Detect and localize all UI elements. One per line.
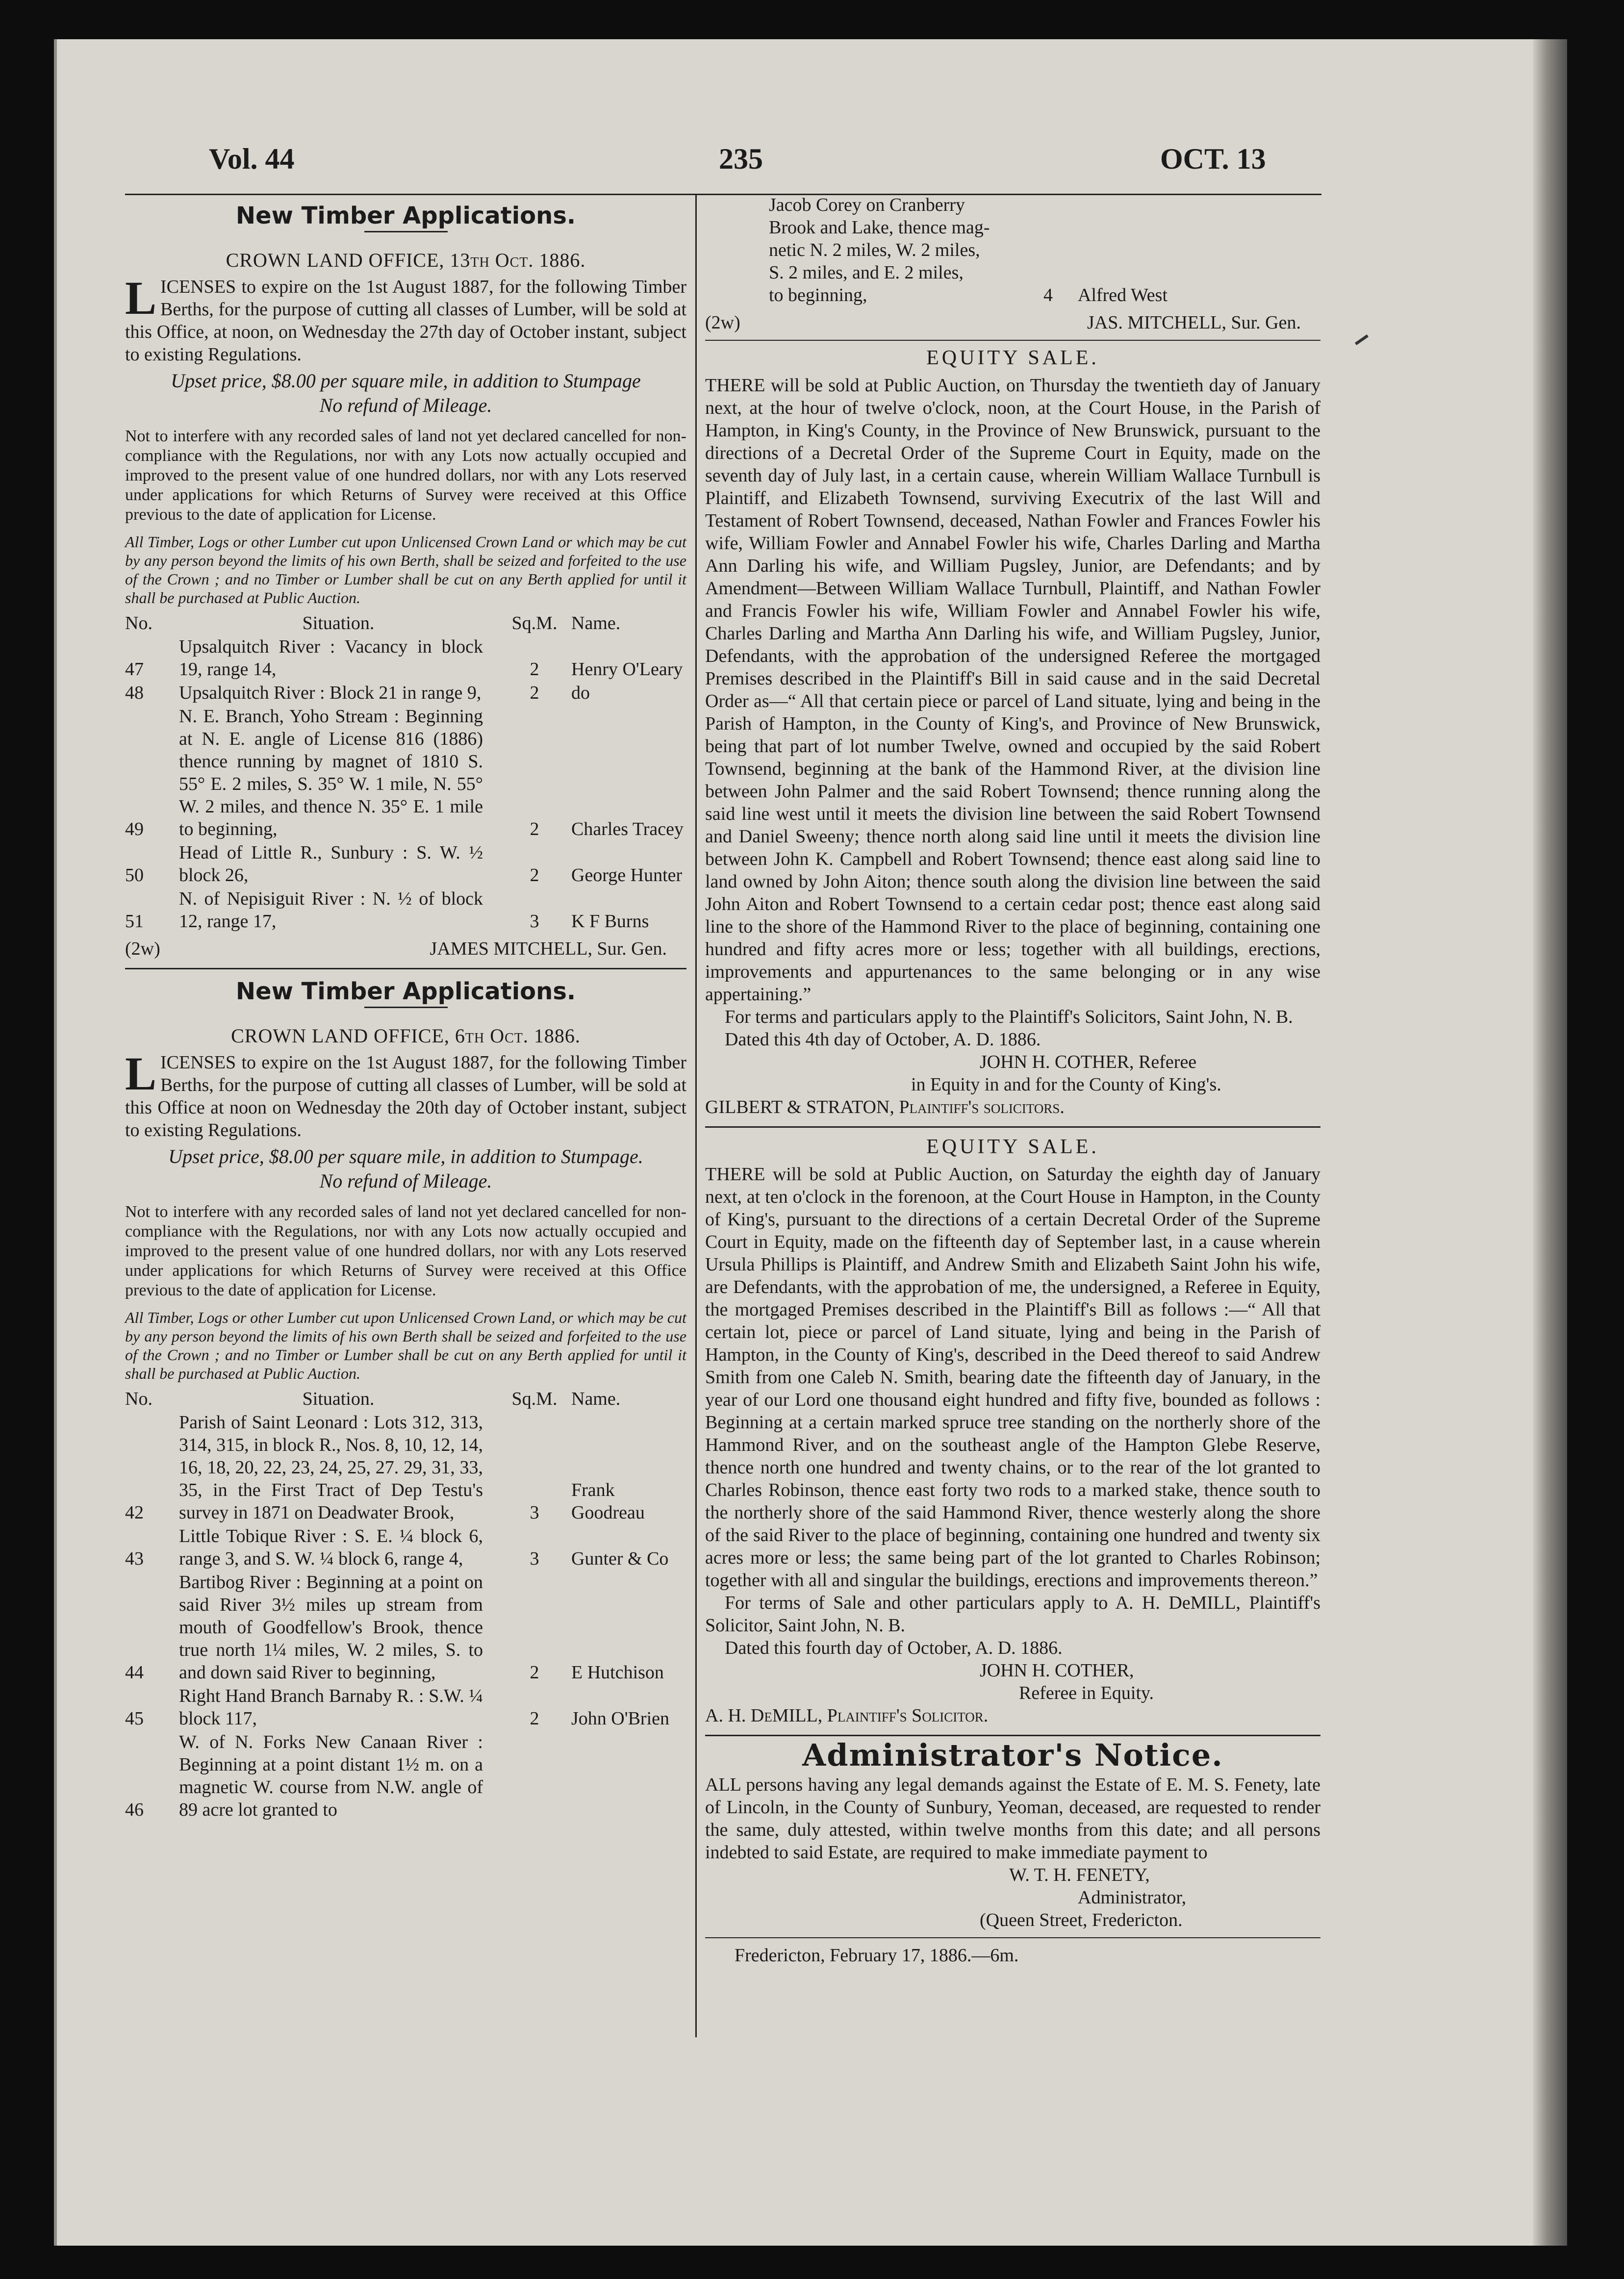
referee-title: Referee in Equity. xyxy=(1019,1683,1154,1703)
header-no: No. xyxy=(125,1389,152,1409)
row-no: 50 xyxy=(125,865,144,886)
header-name: Name. xyxy=(571,613,621,633)
row-sq: 2 xyxy=(530,659,539,680)
row-situation: Parish of Saint Leonard : Lots 312, 313, 314, 315, in block R., Nos. 8, 10, 12, 14, 16, 18, 20, 22, 23, 24, 25, 27. 29, 31, 33, 35, in the First Tract of Dep Testu's survey in 1871 on Deadwater Brook, xyxy=(179,1412,483,1523)
notice-warning: All Timber, Logs or other Lumber cut upon Unlicensed Crown Land, or which may be cut by any person beyond the limits of his own Berth shall be seized and forfeited to the use of the Crown ; and no Timber or Lumber shall be cut on any Berth applied for until it shall be purchased at Public Auction. xyxy=(125,1309,686,1382)
notice-title: Administrator's Notice. xyxy=(802,1737,1223,1773)
row-name: K F Burns xyxy=(571,911,649,932)
administrator-name: W. T. H. FENETY, xyxy=(1009,1865,1150,1885)
notice-body: THERE will be sold at Public Auction, on Thursday the twentieth day of January next, at the hour of twelve o'clock, noon, at the Court House, in the Parish of Hampton, in King's County, in the Province of New Brunswick, pursuant to the directions of a Decretal Order of the Supreme Court in Equity, made on the seventh day of July last, in a certain cause, wherein William Wallace Turnbull is Plaintiff, and Elizabeth Townsend, surviving Executrix of the last Will and Testament of Robert Townsend, deceased, Nathan Fowler and Frances Fowler his wife, William Fowler and Annabel Fowler his wife, Charles Darling and Martha Ann Darling his wife, and William Pugsley, Junior, are Defendants; and by Amendment—Between William Wallace Turnbull, Plaintiff, and Nathan Fowler and Francis Fowler his wife, William Fowler and Annabel Fowler his wife, Charles Darling and Martha Ann Darling his wife, and William Pugsley, Junior, Defendants, with the approbation of the undersigned Referee the mortgaged Premises described in the Plaintiff's Bill in said cause and in the said Decretal Order as—“ All that certain piece or parcel of Land situate, lying and being in the Parish of Hampton, in the County of King's, and Province of New Brunswick, being that part of lot number Twelve, owned and occupied by the said Robert Townsend, beginning at the bank of the Hammond River, at the division line between John Palmer and the said Robert Townsend; thence running along the said line west until it meets the division line between the said Robert Townsend and Daniel Sweeny; thence north along said line until it meets the division line between John K. Campbell and Robert Townsend; thence east along said line to land owned by John Aiton; thence south along the division line between the said John Aiton and Robert Townsend to a certain cedar post; thence east along said line to the shore of the Hammond River to the place of beginning, containing one hundred and fifty acres more or less; together with all buildings, erections, improvements and appurtenances to the same belonging or in any wise appertaining.” xyxy=(705,375,1320,1005)
notice-lead xyxy=(125,1047,686,1141)
row-no: 51 xyxy=(125,911,144,932)
row-name: Charles Tracey xyxy=(571,819,684,839)
lead-text: ICENSES to expire on the 1st August 1887, for the following Timber Berths, for the purpose of cutting all classes of Lumber, will be sold at this Office at noon on Wednesday the 20th day of October instant, subject to existing Regulations. xyxy=(125,1052,686,1140)
equity-sale-2 xyxy=(705,1136,1320,1727)
section-rule xyxy=(705,340,1320,341)
row-situation: Right Hand Branch Barnaby R. : S.W. ¼ block 117, xyxy=(179,1686,483,1729)
row-sq: 2 xyxy=(530,1708,539,1729)
upset-price-text: Upset price, $8.00 per square mile, in addition to Stumpage xyxy=(171,370,641,392)
table-row xyxy=(125,635,686,681)
administrator-role: Administrator, xyxy=(1078,1887,1187,1908)
row-situation: Little Tobique River : S. E. ¼ block 6, range 3, and S. W. ¼ block 6, range 4, xyxy=(179,1526,483,1569)
page-number: 235 xyxy=(719,143,763,175)
office-dateline: CROWN LAND OFFICE, 13th Oct. 1886. xyxy=(226,249,586,271)
signature-line xyxy=(125,937,686,960)
volume-label: Vol. 44 xyxy=(209,143,295,175)
table-row xyxy=(125,1685,686,1730)
notice-lead xyxy=(125,272,686,366)
signature-line xyxy=(705,311,1320,334)
dated-line: Fredericton, February 17, 1886.—6m. xyxy=(735,1945,1019,1966)
solicitors-line: GILBERT & STRATON, Plaintiff's solicitors. xyxy=(705,1097,1065,1117)
row-name: Gunter & Co xyxy=(571,1548,669,1569)
row-name: Henry O'Leary xyxy=(571,659,683,680)
continuation-last-line xyxy=(769,284,1320,306)
row-no: 47 xyxy=(125,659,144,680)
row-name: George Hunter xyxy=(571,865,683,886)
notice-body: Not to interfere with any recorded sales of land not yet declared cancelled for non-compliance with the Regulations, nor with any Lots now actually occupied and improved to the present value of one hundred dollars, nor with any Lots reserved under applications for which Returns of Survey were received at this Office previous to the date of application for License. xyxy=(125,1203,686,1299)
equity-sale-1 xyxy=(705,347,1320,1118)
row-situation: Head of Little R., Sunbury : S. W. ½ block 26, xyxy=(179,842,483,886)
row-no: 42 xyxy=(125,1502,144,1523)
table-row xyxy=(125,1731,686,1821)
timber-notice-1 xyxy=(125,204,686,960)
referee-title: in Equity in and for the County of King's. xyxy=(911,1074,1221,1095)
drop-cap: L xyxy=(125,1047,157,1100)
row-name: do xyxy=(571,683,590,703)
terms-text: For terms of Sale and other particulars apply to A. H. DeMILL, Plaintiff's Solicitor, Saint John, N. B. xyxy=(705,1593,1320,1636)
table-row xyxy=(125,682,686,704)
header-no: No. xyxy=(125,613,152,633)
row-situation: W. of N. Forks New Canaan River : Beginning at a point distant 1½ m. on a magnetic W. course from N.W. angle of 89 acre lot granted to xyxy=(179,1732,483,1820)
section-rule xyxy=(705,1126,1320,1128)
issue-date: OCT. 13 xyxy=(1160,143,1266,175)
dated-line: Dated this 4th day of October, A. D. 1886. xyxy=(725,1029,1041,1050)
no-refund-text: No refund of Mileage. xyxy=(319,1170,492,1192)
no-refund-text: No refund of Mileage. xyxy=(319,394,492,416)
title-rule xyxy=(364,231,448,232)
header-sq: Sq.M. xyxy=(511,613,558,633)
notice-body: THERE will be sold at Public Auction, on Saturday the eighth day of January next, at ten o'clock in the forenoon, at the Court House in Hampton, in the County of King's, pursuant to the directions of a certain Decretal Order of the Supreme Court in Equity, made on the fifteenth day of September last, in a cause wherein Ursula Phillips is Plaintiff, and Andrew Smith and Elizabeth Saint John his wife, are Defendants, with the approbation of me, the undersigned, a Referee in Equity, the mortgaged Premises described in the Plaintiff's Bill as follows :—“ All that certain lot, piece or parcel of Land situate, lying and being in the Parish of Hampton, in the County of King's, described in the Deed thereof to said Andrew Smith from one Caleb N. Smith, bearing date the fifteenth day of January, in the year of our Lord one thousand eight hundred and fifty five, bounded as follows : Beginning at a certain marked spruce tree standing on the northerly shore of the Hammond River, and on the southeast angle of the Hampton Glebe Reserve, thence north one hundred and twenty chains, or to the rear of the lot granted to Charles Robinson, thence east forty two rods to a marked stake, thence south to the northerly shore of the said Hammond River, thence westerly along the shore of the said River to the place of beginning, containing one hundred and twenty six acres more or less; the same being part of the lot granted to Charles Robinson; together with all and singular the buildings, erections and improvements thereon.” xyxy=(705,1164,1320,1591)
continuation-text: to beginning, xyxy=(769,285,867,305)
timber-notice-2 xyxy=(125,980,686,1821)
table-row xyxy=(125,1525,686,1570)
table-row xyxy=(125,887,686,933)
row-sq: 2 xyxy=(530,683,539,703)
row-no: 48 xyxy=(125,683,144,703)
continuation-line: Brook and Lake, thence mag- xyxy=(769,217,990,238)
row-sq: 4 xyxy=(1043,285,1053,305)
notice-title: New Timber Applications. xyxy=(235,978,576,1005)
signatory: JAMES MITCHELL, Sur. Gen. xyxy=(430,938,667,959)
administrators-notice xyxy=(705,1737,1320,1967)
page-edge xyxy=(1533,39,1567,2246)
table-row xyxy=(125,1411,686,1524)
table-row xyxy=(125,705,686,840)
table-header xyxy=(125,1388,686,1410)
administrator-address: (Queen Street, Fredericton. xyxy=(980,1910,1183,1930)
notice-warning: All Timber, Logs or other Lumber cut upon Unlicensed Crown Land or which may be cut by any person beyond the limits of his own Berth, shall be seized and forfeited to the use of the Crown ; and no Timber or Lumber shall be cut on any Berth applied for until it shall be purchased at Public Auction. xyxy=(125,533,686,607)
referee-name: JOHN H. COTHER, Referee xyxy=(980,1052,1197,1072)
continuation-line: Jacob Corey on Cranberry xyxy=(769,195,965,215)
insertion-tag: (2w) xyxy=(125,938,160,959)
row-sq: 2 xyxy=(530,1662,539,1683)
solicitor-line: A. H. DeMILL, Plaintiff's Solicitor. xyxy=(705,1705,989,1726)
continuation-line: netic N. 2 miles, W. 2 miles, xyxy=(769,240,980,260)
row-no: 45 xyxy=(125,1708,144,1729)
table-header xyxy=(125,612,686,634)
row-situation: Upsalquitch River : Block 21 in range 9, xyxy=(179,683,482,703)
page-header xyxy=(57,142,1567,191)
notice-title: EQUITY SALE. xyxy=(926,347,1099,369)
row-situation: Upsalquitch River : Vacancy in block 19, range 14, xyxy=(179,636,483,680)
row-name: Alfred West xyxy=(1078,285,1168,305)
row-no: 46 xyxy=(125,1799,144,1820)
upset-price xyxy=(125,369,686,418)
row-situation: Bartibog River : Beginning at a point on said River 3½ miles up stream from mouth of Goodfellow's Brook, thence true north 1¼ miles, W. 2 miles, S. to and down said River to beginning, xyxy=(179,1572,483,1683)
right-column xyxy=(705,194,1320,1967)
left-column xyxy=(125,194,686,1821)
row-sq: 3 xyxy=(530,911,539,932)
lead-text: ICENSES to expire on the 1st August 1887, for the following Timber Berths, for the purpose of cutting all classes of Lumber, will be sold at this Office, at noon, on Wednesday the 27th day of October instant, subject to existing Regulations. xyxy=(125,277,686,365)
header-name: Name. xyxy=(571,1389,621,1409)
row-no: 49 xyxy=(125,819,144,839)
referee-name: JOHN H. COTHER, xyxy=(980,1660,1134,1681)
row-sq: 3 xyxy=(530,1502,539,1523)
drop-cap: L xyxy=(125,272,157,324)
row-situation: N. of Nepisiguit River : N. ½ of block 12, range 17, xyxy=(179,888,483,932)
continuation-line: S. 2 miles, and E. 2 miles, xyxy=(769,262,964,283)
table-row xyxy=(125,1571,686,1684)
row-name: John O'Brien xyxy=(571,1708,670,1729)
column-divider xyxy=(695,194,697,2037)
header-situation: Situation. xyxy=(302,613,375,633)
row-sq: 2 xyxy=(530,819,539,839)
notice-body: ALL persons having any legal demands against the Estate of E. M. S. Fenety, late of Lincoln, in the County of Sunbury, Yeoman, deceased, are requested to render the same, duly attested, within twelve months from this date; and all persons indebted to said Estate, are required to make immediate payment to xyxy=(705,1774,1320,1863)
title-rule xyxy=(364,1007,448,1008)
terms-text: For terms and particulars apply to the Plaintiff's Solicitors, Saint John, N. B. xyxy=(725,1007,1293,1027)
signatory: JAS. MITCHELL, Sur. Gen. xyxy=(1087,312,1301,333)
timber-continuation xyxy=(705,194,1320,334)
row-no: 43 xyxy=(125,1548,144,1569)
row-sq: 3 xyxy=(530,1548,539,1569)
row-sq: 2 xyxy=(530,865,539,886)
row-situation: N. E. Branch, Yoho Stream : Beginning at N. E. angle of License 816 (1886) thence running by magnet of 1810 S. 55° E. 2 miles, S. 35° W. 1 mile, N. 55° W. 2 miles, and thence N. 35° E. 1 mile to beginning, xyxy=(179,706,483,839)
notice-title: New Timber Applications. xyxy=(235,202,576,229)
insertion-tag: (2w) xyxy=(705,312,740,333)
section-rule xyxy=(705,1937,1320,1938)
notice-title: EQUITY SALE. xyxy=(926,1136,1099,1158)
section-rule xyxy=(125,968,686,969)
table-row xyxy=(125,841,686,886)
row-name: Frank Goodreau xyxy=(571,1480,645,1523)
header-sq: Sq.M. xyxy=(511,1389,558,1409)
section-rule xyxy=(705,1735,1320,1736)
header-situation: Situation. xyxy=(302,1389,375,1409)
row-no: 44 xyxy=(125,1662,144,1683)
upset-price-text: Upset price, $8.00 per square mile, in addition to Stumpage. xyxy=(168,1145,643,1167)
dated-line: Dated this fourth day of October, A. D. 1886. xyxy=(725,1638,1063,1658)
notice-body: Not to interfere with any recorded sales of land not yet declared cancelled for non-compliance with the Regulations, nor with any Lots now actually occupied and improved to the present value of one hundred dollars, nor with any Lots reserved under applications for which Returns of Survey were received at this Office previous to the date of application for License. xyxy=(125,427,686,524)
upset-price xyxy=(125,1144,686,1193)
row-name: E Hutchison xyxy=(571,1662,664,1683)
office-dateline: CROWN LAND OFFICE, 6th Oct. 1886. xyxy=(231,1025,581,1047)
